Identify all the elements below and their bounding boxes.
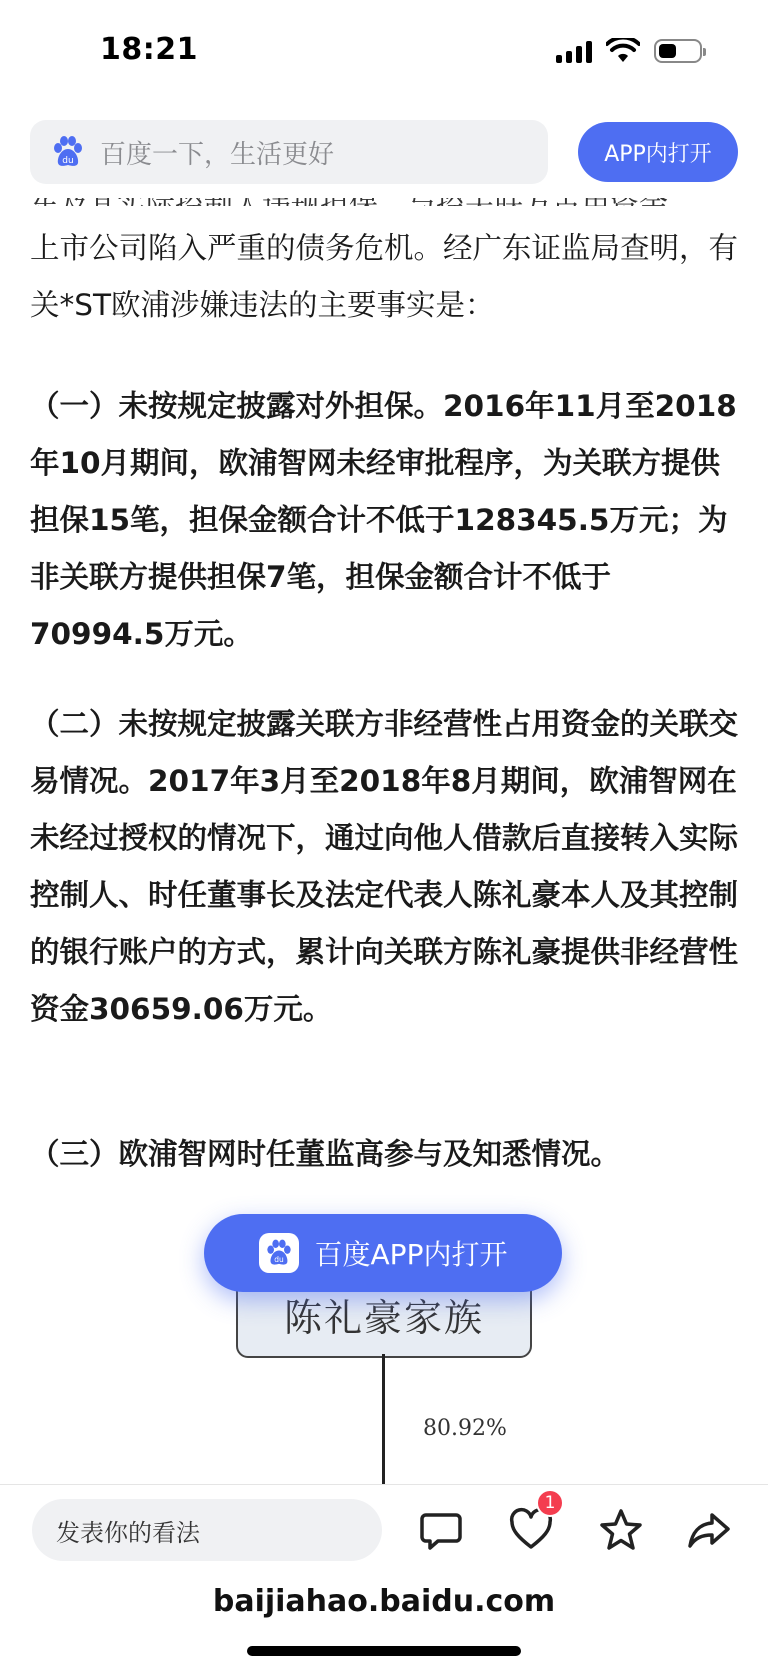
- org-chart-percentage: 80.92%: [423, 1416, 507, 1441]
- signal-icon: [556, 39, 592, 63]
- svg-text:du: du: [62, 156, 74, 166]
- baidu-paw-icon: [50, 134, 86, 170]
- org-chart-node: 陈礼豪家族: [236, 1270, 532, 1358]
- search-header: [0, 104, 768, 198]
- svg-text:du: du: [273, 1255, 284, 1265]
- comment-placeholder: 发表你的看法: [56, 1518, 200, 1547]
- like-count-badge: 1: [536, 1489, 564, 1517]
- article-paragraph-2: （一）未按规定披露对外担保。2016年11月至2018年10月期间，欧浦智网未经审批程序，为关联方提供担保15笔，担保金额合计不低于128345.5万元；为非关联方提供担保7笔，担保金额合计不低于70994.5万元。: [30, 389, 737, 651]
- org-chart-connector: [382, 1354, 385, 1484]
- battery-level: [659, 44, 676, 58]
- open-in-baidu-app-label: 百度APP内打开: [314, 1238, 508, 1271]
- baidu-logo-icon: [259, 1233, 299, 1273]
- bottom-action-bar: [0, 1484, 768, 1575]
- comment-icon[interactable]: [418, 1507, 464, 1553]
- open-in-app-button[interactable]: APP内打开: [578, 122, 738, 182]
- search-placeholder: 百度一下，生活更好: [100, 139, 335, 170]
- status-time: 18:21: [100, 32, 198, 67]
- article-paragraph-1: 上市公司陷入严重的债务危机。经广东证监局查明，有关*ST欧浦涉嫌违法的主要事实是：: [30, 231, 739, 322]
- favorite-icon[interactable]: [598, 1507, 644, 1553]
- page-url[interactable]: baijiahao.baidu.com: [212, 1584, 556, 1619]
- article-paragraph-4: （三）欧浦智网时任董监高参与及知悉情况。: [30, 1137, 621, 1171]
- share-icon[interactable]: [686, 1507, 732, 1553]
- battery-icon: [654, 39, 702, 63]
- wifi-icon: [606, 38, 640, 64]
- status-icons: [556, 38, 702, 64]
- home-indicator[interactable]: [247, 1646, 521, 1656]
- browser-url-bar: [0, 1574, 768, 1665]
- search-input[interactable]: [30, 120, 548, 184]
- open-in-baidu-app-button[interactable]: [204, 1214, 562, 1292]
- status-bar: [0, 0, 768, 104]
- article-paragraph-3: （二）未按规定披露关联方非经营性占用资金的关联交易情况。2017年3月至2018年8月期间，欧浦智网在未经过授权的情况下，通过向他人借款后直接转入实际控制人、时任董事长及法定代表人陈礼豪本人及其控制的银行账户的方式，累计向关联方陈礼豪提供非经营性资金30659.06万元。: [30, 707, 739, 1026]
- comment-input[interactable]: [32, 1499, 382, 1561]
